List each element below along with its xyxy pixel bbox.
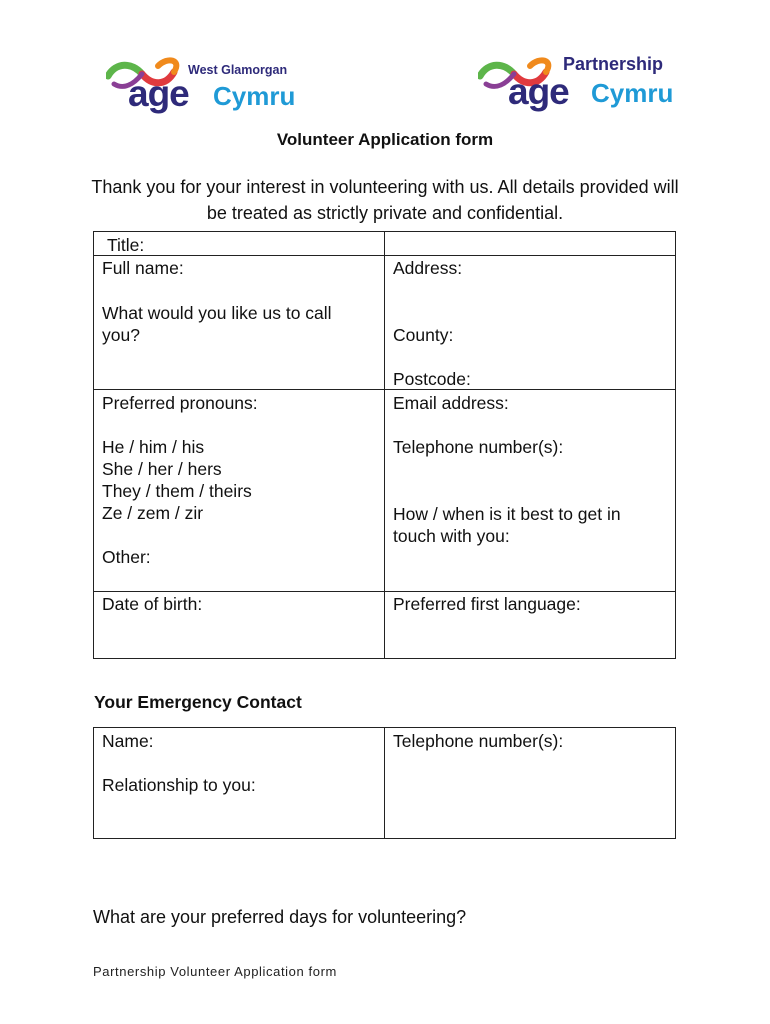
pronoun-option[interactable]: She / her / hers bbox=[102, 459, 222, 479]
row-divider bbox=[94, 255, 675, 256]
full-name-label[interactable]: Full name: bbox=[102, 258, 184, 278]
telephone-label[interactable]: Telephone number(s): bbox=[393, 437, 564, 457]
logo-age-text: age bbox=[508, 71, 569, 112]
page-footer: Partnership Volunteer Application form bbox=[93, 964, 337, 979]
title-label[interactable]: Title: bbox=[107, 235, 145, 255]
column-divider bbox=[384, 232, 385, 658]
address-label[interactable]: Address: bbox=[393, 258, 463, 278]
row-divider bbox=[94, 389, 675, 390]
ec-telephone-label[interactable]: Telephone number(s): bbox=[393, 731, 564, 751]
best-time-label-cont: touch with you: bbox=[393, 526, 510, 546]
logo-org-name: Partnership bbox=[563, 54, 664, 74]
emergency-contact-heading: Your Emergency Contact bbox=[94, 692, 302, 712]
partnership-logo bbox=[478, 50, 674, 114]
form-title: Volunteer Application form bbox=[276, 130, 494, 149]
language-label[interactable]: Preferred first language: bbox=[393, 594, 581, 614]
pronoun-option[interactable]: He / him / his bbox=[102, 437, 205, 457]
call-you-label-cont: you? bbox=[102, 325, 140, 345]
ec-name-label[interactable]: Name: bbox=[102, 731, 154, 751]
postcode-label[interactable]: Postcode: bbox=[393, 369, 471, 389]
logo-cymru-text: Cymru bbox=[213, 81, 296, 111]
dob-label[interactable]: Date of birth: bbox=[102, 594, 203, 614]
pronoun-option[interactable]: Ze / zem / zir bbox=[102, 503, 204, 523]
logo-cymru-text: Cymru bbox=[591, 78, 674, 108]
county-label[interactable]: County: bbox=[393, 325, 454, 345]
other-pronoun-label[interactable]: Other: bbox=[102, 547, 151, 567]
email-label[interactable]: Email address: bbox=[393, 393, 509, 413]
column-divider bbox=[384, 728, 385, 838]
pronoun-option[interactable]: They / them / theirs bbox=[102, 481, 252, 501]
west-glamorgan-logo bbox=[106, 54, 306, 118]
pronouns-label: Preferred pronouns: bbox=[102, 393, 258, 413]
row-divider bbox=[94, 591, 675, 592]
best-time-label[interactable]: How / when is it best to get in bbox=[393, 504, 621, 524]
applicant-details-table bbox=[93, 231, 676, 659]
emergency-contact-table bbox=[93, 727, 676, 839]
intro-text: Thank you for your interest in volunteering with us. All details provided will be treated as strictly private and confidential. bbox=[91, 177, 679, 223]
ec-relationship-label[interactable]: Relationship to you: bbox=[102, 775, 256, 795]
logo-org-name: West Glamorgan bbox=[188, 63, 288, 77]
logo-age-text: age bbox=[128, 73, 189, 114]
preferred-days-question: What are your preferred days for volunteering? bbox=[93, 907, 467, 927]
call-you-label[interactable]: What would you like us to call bbox=[102, 303, 332, 323]
